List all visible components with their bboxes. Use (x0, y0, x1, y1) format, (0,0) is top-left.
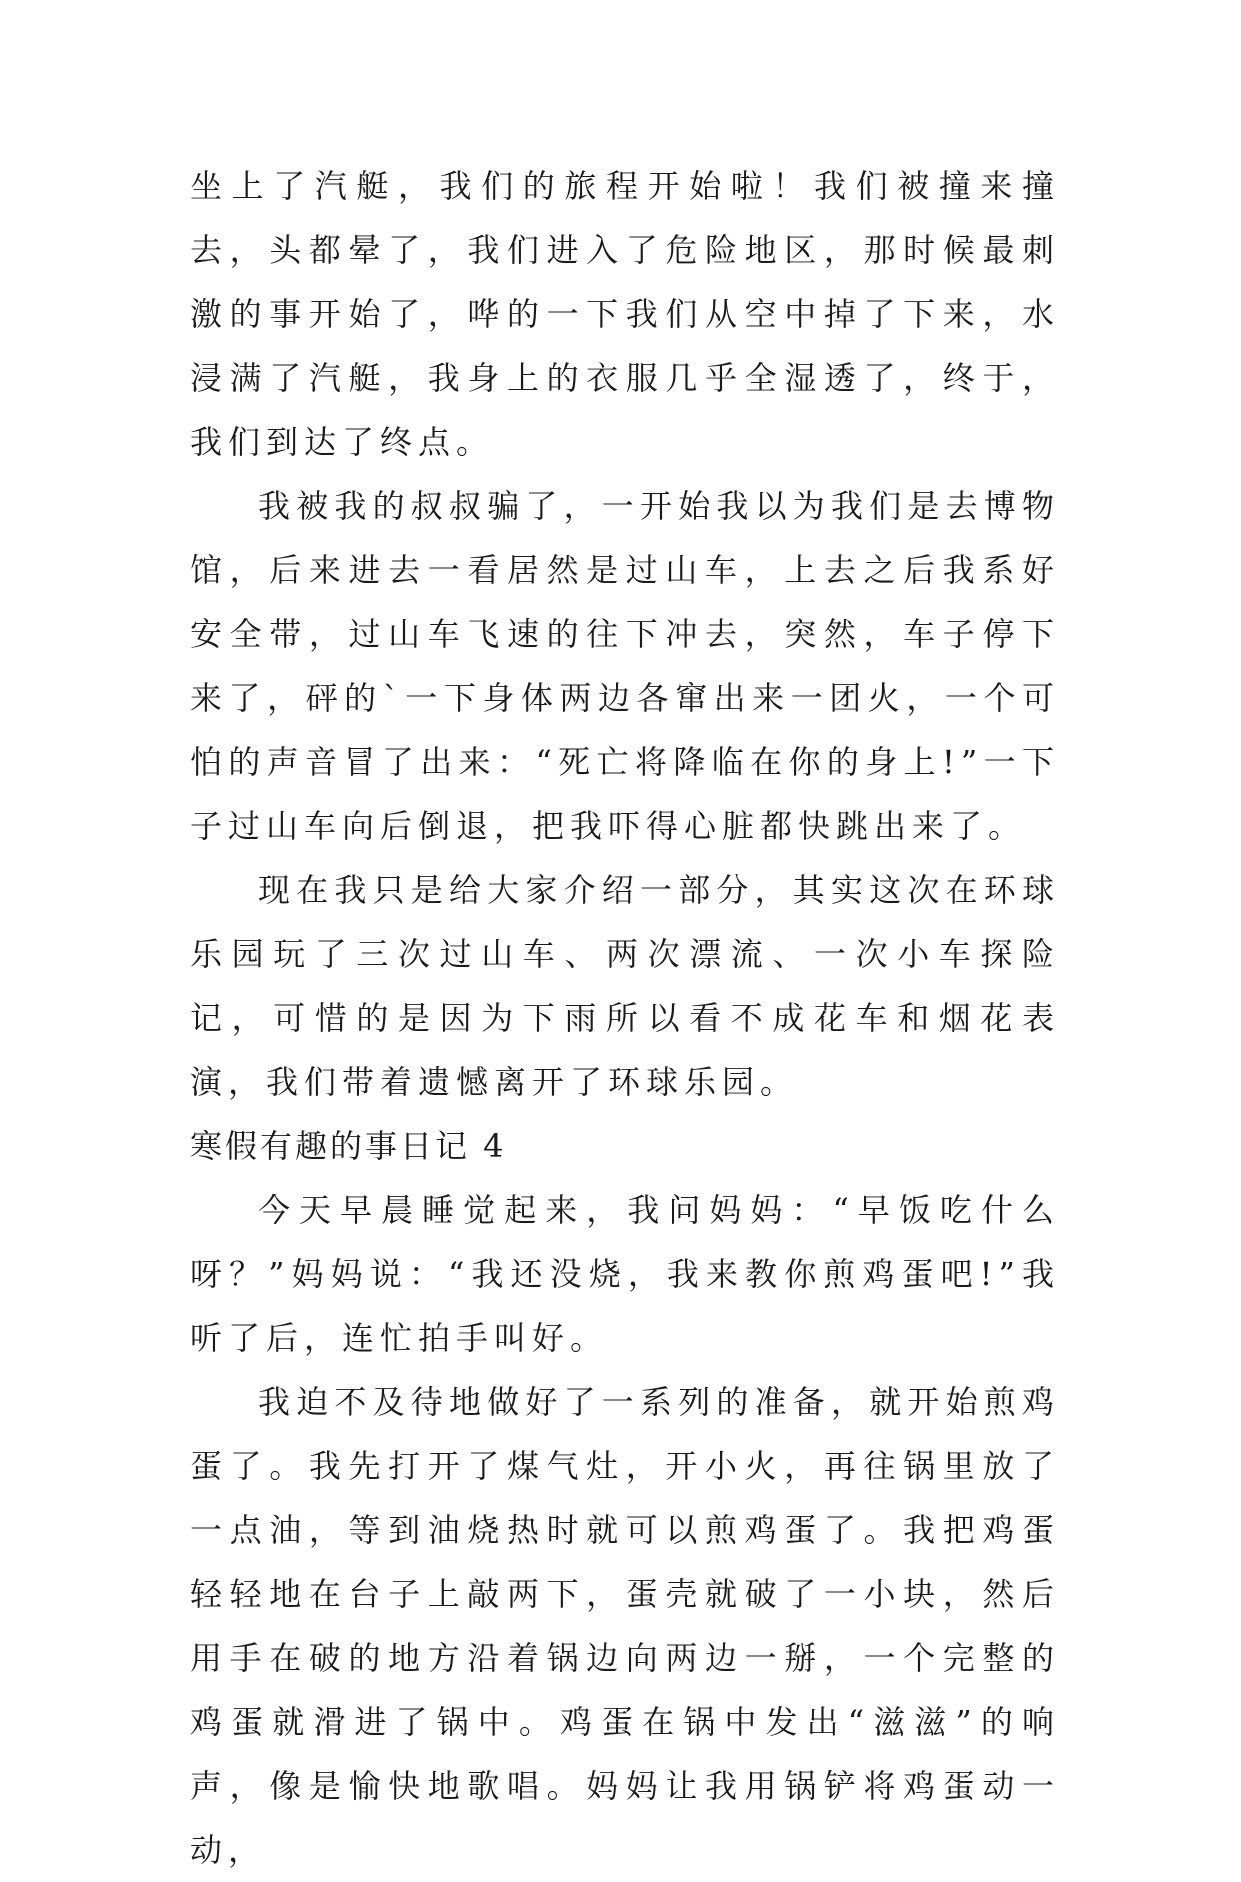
paragraph-boat-ride: 坐上了汽艇，我们的旅程开始啦！我们被撞来撞去，头都晕了，我们进入了危险地区，那时候最刺激的事开始了，哗的一下我们从空中掉了下来，水浸满了汽艇，我身上的衣服几乎全湿透了，终于，我们到达了终点。 (190, 167, 1060, 461)
section-heading: 寒假有趣的事日记 4 (190, 1127, 507, 1165)
paragraph-frying-egg: 我迫不及待地做好了一系列的准备，就开始煎鸡蛋了。我先打开了煤气灶，开小火，再往锅里放了一点油，等到油烧热时就可以煎鸡蛋了。我把鸡蛋轻轻地在台子上敲两下，蛋壳就破了一小块，然后用手在破的地方沿着锅边向两边一掰，一个完整的鸡蛋就滑进了锅中。鸡蛋在锅中发出“滋滋”的响声，像是愉快地歌唱。妈妈让我用锅铲将鸡蛋动一动， (190, 1383, 1060, 1869)
paragraph-park-summary: 现在我只是给大家介绍一部分，其实这次在环球乐园玩了三次过山车、两次漂流、一次小车探险记，可惜的是因为下雨所以看不成花车和烟花表演，我们带着遗憾离开了环球乐园。 (190, 871, 1060, 1101)
paragraph-roller-coaster: 我被我的叔叔骗了，一开始我以为我们是去博物馆，后来进去一看居然是过山车，上去之后我系好安全带，过山车飞速的往下冲去，突然，车子停下来了，砰的`一下身体两边各窜出来一团火，一个可怕的声音冒了出来：“死亡将降临在你的身上!”一下子过山车向后倒退，把我吓得心脏都快跳出来了。 (190, 487, 1060, 845)
document-body (190, 154, 1060, 1882)
paragraph-breakfast: 今天早晨睡觉起来，我问妈妈：“早饭吃什么呀？”妈妈说：“我还没烧，我来教你煎鸡蛋吧!”我听了后，连忙拍手叫好。 (190, 1191, 1060, 1357)
